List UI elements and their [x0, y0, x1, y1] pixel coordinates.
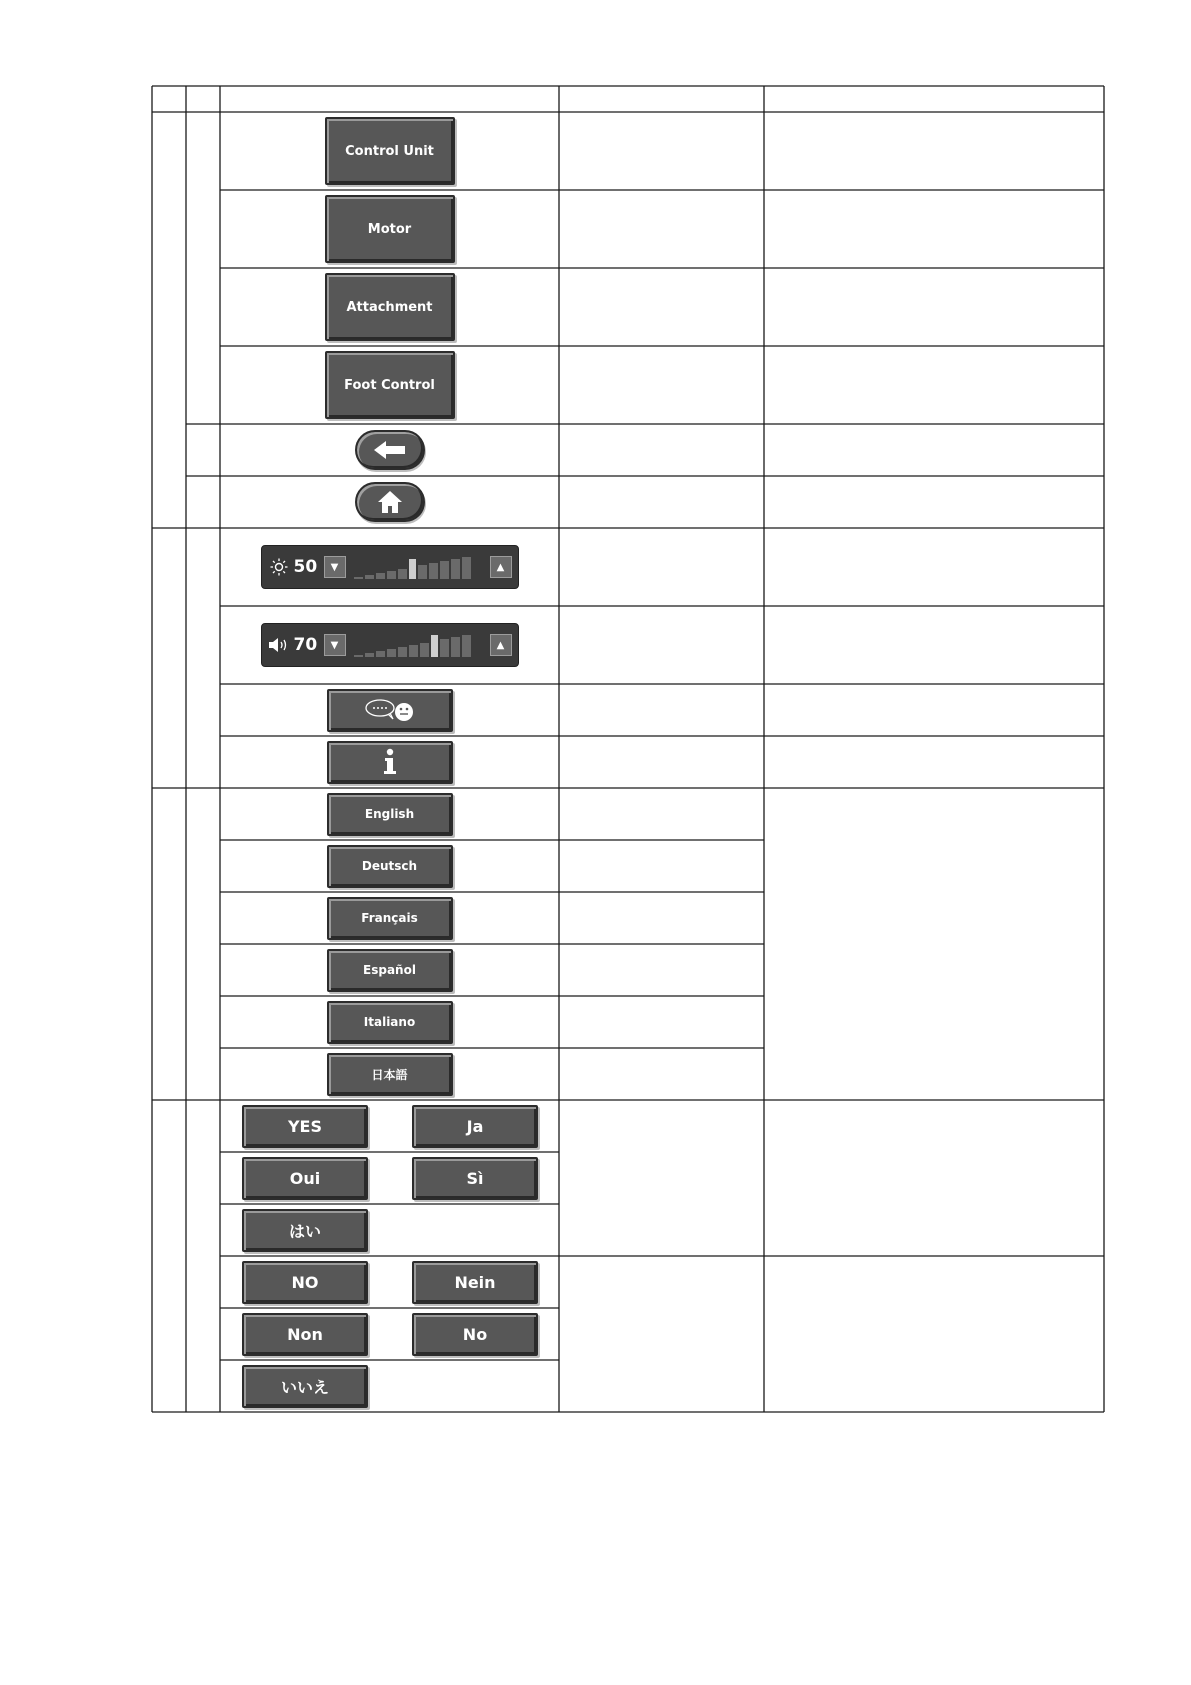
espanol-cell [220, 944, 559, 996]
brightness-up-button[interactable]: ▲ [490, 556, 512, 578]
volume-value: 70 [293, 635, 318, 655]
francais-button[interactable]: Français [327, 897, 453, 940]
english-button[interactable]: English [327, 793, 453, 836]
volume-cell [220, 606, 559, 684]
no-cell [242, 1260, 368, 1304]
brightness-value: 50 [293, 557, 318, 577]
home-cell [220, 476, 559, 528]
italiano-cell [220, 996, 559, 1048]
ja-button[interactable]: Ja [412, 1105, 538, 1148]
ja-cell [412, 1104, 538, 1148]
oui-button[interactable]: Oui [242, 1157, 368, 1200]
japanese-cell [220, 1048, 559, 1100]
volume-slider[interactable] [261, 623, 519, 667]
hai-cell [242, 1208, 368, 1252]
iie-cell [242, 1364, 368, 1408]
brightness-slider[interactable] [261, 545, 519, 589]
attachment-button[interactable]: Attachment [325, 273, 455, 341]
oui-cell [242, 1156, 368, 1200]
non-button[interactable]: Non [242, 1313, 368, 1356]
control-unit-button[interactable]: Control Unit [325, 117, 455, 185]
nein-cell [412, 1260, 538, 1304]
nein-button[interactable]: Nein [412, 1261, 538, 1304]
speech-bubble-icon [362, 697, 418, 723]
message-cell [220, 684, 559, 736]
si-button[interactable]: Sì [412, 1157, 538, 1200]
back-arrow-icon [372, 439, 408, 461]
motor-button[interactable]: Motor [325, 195, 455, 263]
iie-button[interactable]: いいえ [242, 1365, 368, 1408]
brightness-down-button[interactable]: ▼ [324, 556, 346, 578]
speaker-icon [268, 636, 290, 654]
deutsch-button[interactable]: Deutsch [327, 845, 453, 888]
volume-down-button[interactable]: ▼ [324, 634, 346, 656]
brightness-thumb[interactable] [409, 559, 416, 579]
attachment-cell [220, 268, 559, 346]
hai-button[interactable]: はい [242, 1209, 368, 1252]
info-cell [220, 736, 559, 788]
yes-button[interactable]: YES [242, 1105, 368, 1148]
volume-thumb[interactable] [431, 635, 438, 657]
no-spanish-button[interactable]: No [412, 1313, 538, 1356]
volume-up-button[interactable]: ▲ [490, 634, 512, 656]
espanol-button[interactable]: Español [327, 949, 453, 992]
message-button[interactable] [327, 689, 453, 732]
si-cell [412, 1156, 538, 1200]
non-cell [242, 1312, 368, 1356]
back-button[interactable] [355, 430, 425, 470]
info-icon [383, 748, 397, 776]
yes-cell [242, 1104, 368, 1148]
home-button[interactable] [355, 482, 425, 522]
no-button[interactable]: NO [242, 1261, 368, 1304]
sun-icon [268, 558, 290, 576]
brightness-cell [220, 528, 559, 606]
english-cell [220, 788, 559, 840]
control-unit-cell [220, 112, 559, 190]
foot-control-button[interactable]: Foot Control [325, 351, 455, 419]
info-button[interactable] [327, 741, 453, 784]
deutsch-cell [220, 840, 559, 892]
home-icon [377, 490, 403, 514]
francais-cell [220, 892, 559, 944]
foot-control-cell [220, 346, 559, 424]
volume-level-bars [354, 633, 482, 657]
brightness-level-bars [354, 555, 482, 579]
motor-cell [220, 190, 559, 268]
japanese-button[interactable]: 日本語 [327, 1053, 453, 1096]
back-cell [220, 424, 559, 476]
italiano-button[interactable]: Italiano [327, 1001, 453, 1044]
no-es-cell [412, 1312, 538, 1356]
